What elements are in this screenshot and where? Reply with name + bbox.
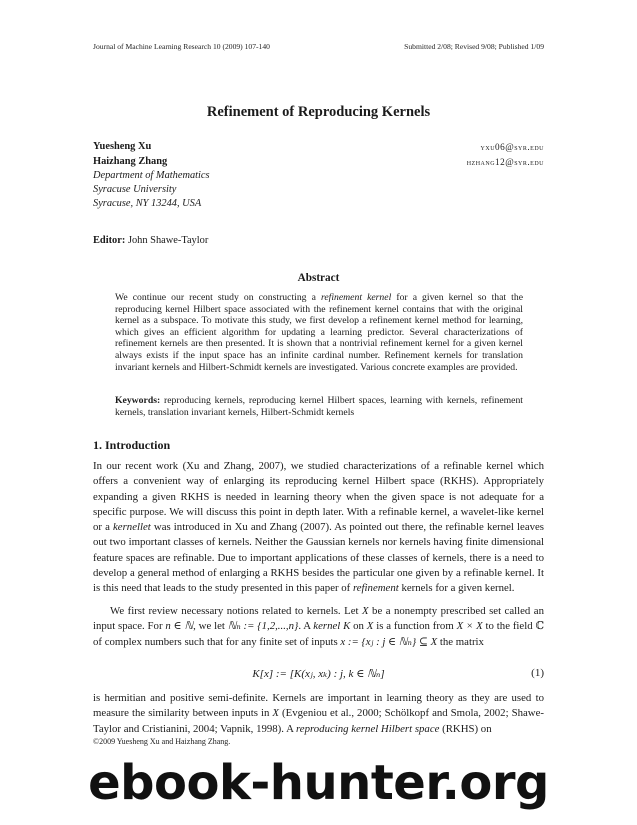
p2-var-x: X (366, 620, 374, 633)
p2-text: on (350, 620, 367, 633)
copyright-notice: ©2009 Yuesheng Xu and Haizhang Zhang. (93, 737, 231, 746)
p2-text: the matrix (437, 635, 484, 648)
p1-text-b: was introduced in Xu and Zhang (2007). As pointed out there, the refinable kernel leaves out two important classes of kernels. Neither the Gaussian kernels nor kernels having finite dimensional feature spaces are refinable. Due to important applications of these classes of kernels, there is a need to develop a general method of enlarging a RKHS besides the particular one given by a refinable kernel. It is this need that leads to the study presented in this paper of (93, 521, 545, 595)
section-heading: 1. Introduction (93, 438, 171, 452)
display-equation: K[x] := [K(xⱼ, xₖ) : j, k ∈ ℕₙ] (252, 668, 385, 680)
p3-text: is hermitian and positive semi-definite. Kernels are important in learning theory as they are used to measure the similarity between inputs in (93, 692, 544, 720)
editor-label: Editor: (93, 235, 126, 246)
p2-math: ℕₙ := {1,2,...,n} (227, 620, 299, 633)
p3-text: (RKHS) on (439, 722, 492, 735)
p3-var-x: X (272, 707, 280, 720)
affiliation-line-1: Department of Mathematics (93, 170, 210, 181)
editor-name: John Shawe-Taylor (127, 235, 209, 246)
intro-paragraph-1 (93, 459, 544, 597)
editor-line (93, 235, 208, 246)
p2-math: x := {xⱼ : j ∈ ℕₙ} ⊆ X (340, 635, 438, 648)
equation-number: (1) (531, 667, 544, 679)
p1-emphasis-1: kernellet (113, 521, 151, 534)
p2-text: to the field ℂ of complex numbers such that for any finite set of inputs (93, 620, 545, 648)
p2-text: , we let (193, 620, 228, 633)
paper-title: Refinement of Reproducing Kernels (206, 104, 431, 120)
journal-header: Journal of Machine Learning Research 10 (2009) 107-140 (93, 42, 270, 51)
keywords (115, 395, 523, 418)
p3-emphasis: reproducing kernel Hilbert space (295, 722, 440, 735)
author-email-2: hzhang12@syr.edu (466, 157, 544, 167)
abstract-text: We continue our recent study on constructing a (115, 292, 321, 303)
p2-math: n ∈ ℕ (165, 620, 194, 633)
affiliation-line-3: Syracuse, NY 13244, USA (93, 198, 202, 209)
p2-emphasis: kernel K (313, 620, 351, 633)
p1-text-c: kernels for a given kernel. (398, 582, 515, 595)
p2-text: is a function from (373, 620, 457, 633)
p1-text-a: In our recent work (Xu and Zhang, 2007), we studied characterizations of a refinable kernel which offers a convenient way of enlarging its reproducing kernel Hilbert space (RKHS). Appropriately expanding a given RKHS is needed in learning theory when the given space is not adequate for a specific purpose. We will discuss this point in depth later. With a refinable kernel, a wavelet-like kernel or a (93, 460, 544, 534)
keywords-label: Keywords: (115, 395, 161, 406)
p3-text: (Evgeniou et al., 2000; Schölkopf and Smola, 2002; Shawe-Taylor and Cristianini, 2004; Vapnik, 1998). A (93, 707, 544, 735)
p2-text: be a nonempty prescribed set called an input space. For (93, 605, 544, 633)
abstract-emphasis: refinement kernel (320, 292, 392, 303)
author-name-1: Yuesheng Xu (93, 141, 152, 152)
abstract-body (115, 292, 523, 373)
p2-var-x: X (361, 605, 369, 617)
intro-paragraph-2 (93, 604, 544, 650)
author-name-2: Haizhang Zhang (93, 156, 168, 167)
abstract-text-cont: for a given kernel so that the reproducing kernel Hilbert space associated with the refinement kernel contains that with the original kernel as a subspace. To motivate this study, we first develop a refinement kernel method for learning, which gives an efficient algorithm for updating a learning predictor. Several characterizations of refinement kernels are then presented. It is shown that a nontrivial refinement kernel for a given kernel always exists if the input space has an infinite cardinal number. Refinement kernels for translation invariant kernels and Hilbert-Schmidt kernels are investigated. Various concrete examples are provided. (115, 292, 523, 373)
keywords-text: reproducing kernels, reproducing kernel Hilbert spaces, learning with kernels, refinement kernels, translation invariant kernels, Hilbert-Schmidt kernels (115, 395, 523, 418)
watermark-logo: ebook-hunter.org (88, 755, 549, 811)
p2-text: We first review necessary notions related to kernels. Let (110, 605, 362, 617)
p2-text: . A (298, 620, 314, 633)
p2-math: X × X (456, 620, 483, 633)
p1-emphasis-2: refinement (352, 582, 399, 595)
submission-dates: Submitted 2/08; Revised 9/08; Published 1/09 (404, 42, 544, 51)
intro-paragraph-3 (93, 691, 544, 737)
affiliation-line-2: Syracuse University (93, 184, 177, 195)
abstract-heading: Abstract (297, 272, 340, 284)
author-email-1: yxu06@syr.edu (480, 142, 544, 152)
